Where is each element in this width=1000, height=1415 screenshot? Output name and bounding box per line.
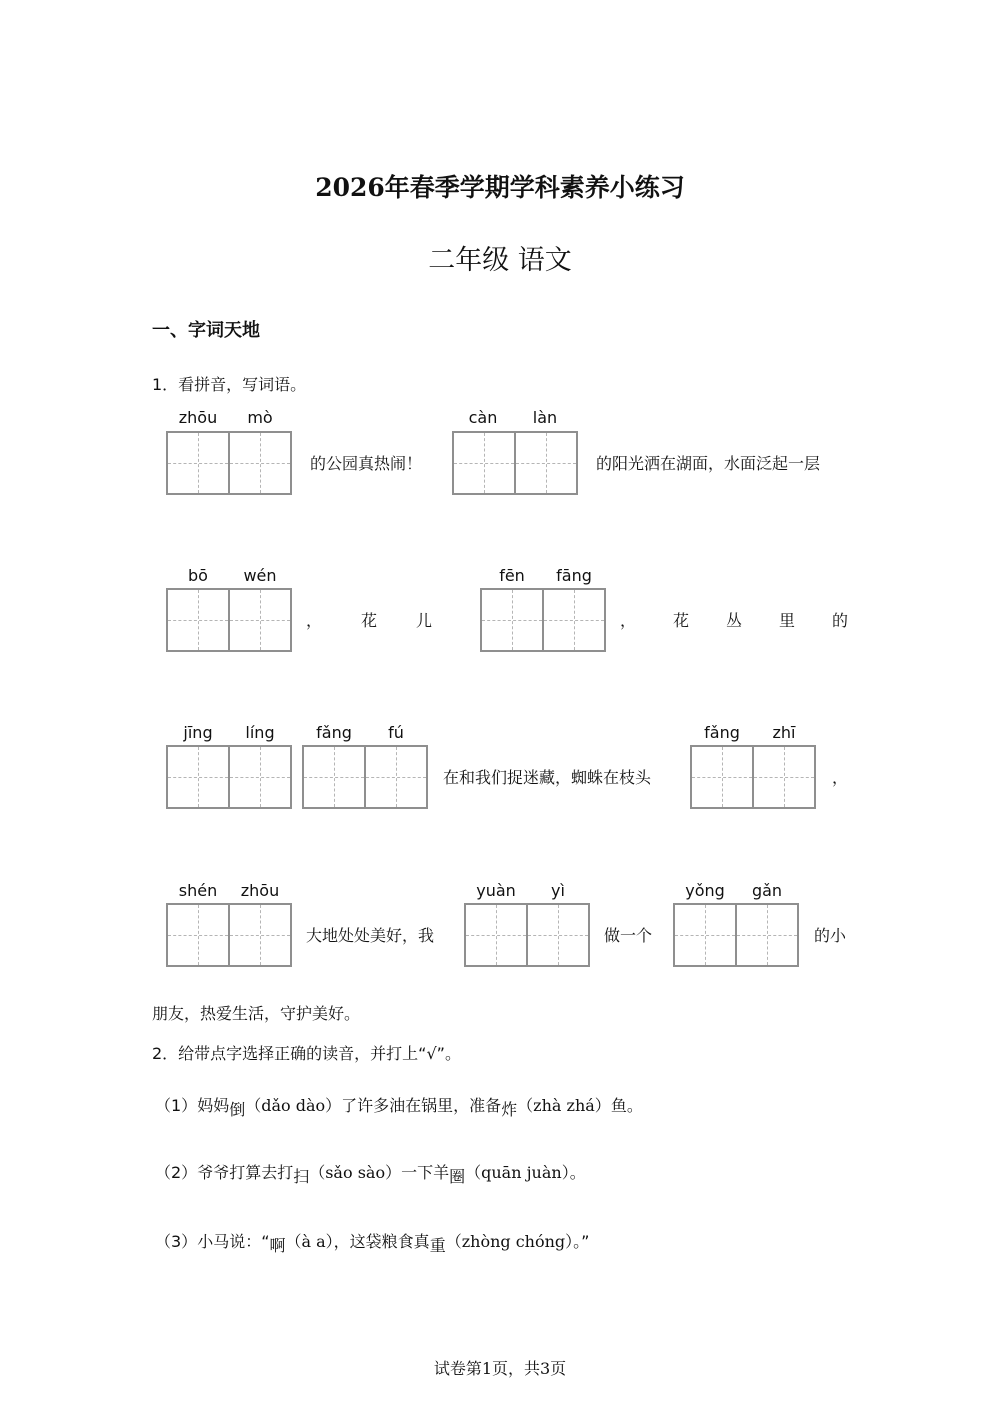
- pinyin-label: fǎng: [316, 723, 352, 742]
- dotted-character: 扫: [293, 1167, 310, 1186]
- writing-grid[interactable]: [166, 588, 292, 652]
- pinyin-label: shén: [178, 881, 218, 900]
- pinyin-label: fāng: [556, 566, 592, 585]
- q2-item-3: （3）小马说：“啊（à a），这袋粮食真重（zhòng chóng）。”: [155, 1232, 590, 1255]
- sentence-text: 大地处处美好，我: [306, 926, 435, 945]
- dotted-character: 啊: [269, 1236, 286, 1255]
- pinyin-label: yǒng: [685, 881, 725, 900]
- exam-subtitle: 二年级 语文: [428, 245, 572, 276]
- question-2-prompt: 2．给带点字选择正确的读音，并打上“√”。: [152, 1044, 461, 1063]
- exam-title: 2026年春季学期学科素养小练习: [315, 173, 685, 202]
- pinyin-choice: （dǎo dào）: [245, 1096, 342, 1115]
- pinyin-label: yuàn: [476, 881, 516, 900]
- pinyin-label: làn: [532, 408, 558, 427]
- pinyin-label: yì: [551, 881, 565, 900]
- writing-grid[interactable]: [166, 745, 292, 809]
- sentence-text: 在和我们捉迷藏，蜘蛛在枝头: [443, 768, 652, 787]
- dotted-character: 倒: [229, 1100, 246, 1119]
- pinyin-label: mò: [247, 408, 273, 427]
- writing-grid[interactable]: [166, 431, 292, 495]
- pinyin-label: fēn: [499, 566, 525, 585]
- section-heading: 一、字词天地: [152, 320, 260, 341]
- sentence-text: ， 花 丛 里 的: [620, 611, 848, 630]
- pinyin-label: bō: [188, 566, 208, 585]
- sentence-text: ，: [832, 768, 849, 787]
- question-1-prompt: 1．看拼音，写词语。: [152, 375, 307, 394]
- writing-grid[interactable]: [673, 903, 799, 967]
- pinyin-choice: （quān juàn）: [465, 1163, 570, 1182]
- sentence-text: ， 花 儿: [306, 611, 432, 630]
- pinyin-choice: （zhà zhá）: [517, 1096, 611, 1115]
- writing-grid[interactable]: [302, 745, 428, 809]
- pinyin-label: zhōu: [240, 881, 280, 900]
- dotted-character: 炸: [501, 1100, 518, 1119]
- dotted-character: 重: [429, 1236, 446, 1255]
- q2-item-1: （1）妈妈倒（dǎo dào）了许多油在锅里，准备炸（zhà zhá）鱼。: [155, 1096, 643, 1119]
- sentence-text: 的阳光洒在湖面，水面泛起一层: [596, 454, 821, 473]
- pinyin-choice: （zhòng chóng）: [445, 1232, 574, 1251]
- pinyin-label: zhī: [772, 723, 796, 742]
- pinyin-label: zhōu: [178, 408, 218, 427]
- writing-grid[interactable]: [166, 903, 292, 967]
- pinyin-label: jīng: [183, 723, 213, 742]
- page-footer: 试卷第1页，共3页: [433, 1359, 567, 1378]
- pinyin-label: càn: [468, 408, 498, 427]
- sentence-text: 朋友，热爱生活，守护美好。: [152, 1004, 361, 1023]
- writing-grid[interactable]: [464, 903, 590, 967]
- sentence-text: 做一个: [604, 926, 653, 945]
- dotted-character: 圈: [449, 1167, 466, 1186]
- pinyin-label: gǎn: [751, 881, 783, 900]
- pinyin-label: fú: [388, 723, 404, 742]
- writing-grid[interactable]: [452, 431, 578, 495]
- sentence-text: 的小: [814, 926, 847, 945]
- pinyin-label: fǎng: [704, 723, 740, 742]
- pinyin-label: wén: [243, 566, 277, 585]
- writing-grid[interactable]: [690, 745, 816, 809]
- pinyin-label: líng: [245, 723, 275, 742]
- pinyin-choice: （sǎo sào）: [309, 1163, 402, 1182]
- pinyin-choice: （à a），: [285, 1232, 350, 1251]
- sentence-text: 的公园真热闹！: [310, 454, 423, 473]
- writing-grid[interactable]: [480, 588, 606, 652]
- q2-item-2: （2）爷爷打算去打扫（sǎo sào）一下羊圈（quān juàn）。: [155, 1163, 586, 1186]
